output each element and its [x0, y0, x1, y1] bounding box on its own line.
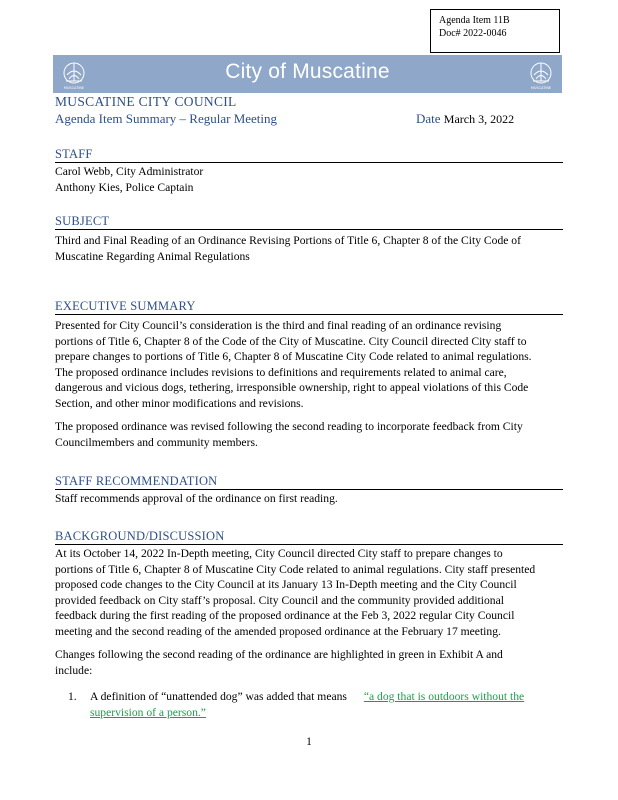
banner-title: City of Muscatine — [225, 60, 390, 83]
text-line: prepare changes to portions of Title 6, Chapter 8 of Muscatine City Code related to animal regulations. — [55, 350, 532, 363]
text-line: feedback during the first reading of the proposed ordinance at the Feb 3, 2022 regular City Council — [55, 609, 515, 622]
executive-summary-body — [55, 318, 565, 450]
staff-member: Anthony Kies, Police Captain — [55, 180, 194, 194]
text-line: dangerous and vicious dogs, tethering, irresponsible ownership, right to appeal violations of this Code — [55, 381, 529, 394]
city-banner — [53, 55, 562, 93]
meeting-date — [416, 111, 514, 127]
background-paragraph — [55, 647, 565, 678]
executive-summary-paragraph — [55, 419, 565, 450]
subject-line: Muscatine Regarding Animal Regulations — [55, 249, 250, 263]
highlighted-definition: “a dog that is outdoors without the — [363, 690, 525, 703]
text-line: portions of Title 6, Chapter 8 of Muscatine City Code related to animal regulations. City staff presented — [55, 562, 536, 576]
text-line: The proposed ordinance includes revisions to definitions and requirements related to animal care, — [55, 365, 507, 379]
staff-member: Carol Webb, City Administrator — [55, 165, 204, 178]
subject-heading: SUBJECT — [55, 214, 563, 230]
staff-list — [55, 164, 565, 195]
text-line: proposed code changes to the City Council at its January 13 In-Depth meeting and the City Council — [55, 578, 517, 591]
agenda-item-number: Agenda Item 11B — [439, 15, 510, 26]
text-line: Councilmembers and community members. — [55, 435, 258, 449]
city-logo-icon — [526, 59, 556, 89]
logo-caption: MUSCATINE — [530, 86, 552, 90]
executive-summary-paragraph — [55, 318, 565, 411]
text-line: Presented for City Council’s consideration is the third and final reading of an ordinance revising — [55, 319, 502, 332]
text-line: provided feedback on City staff’s proposal. City Council and the community provided additional — [55, 593, 504, 607]
agenda-item-box — [430, 9, 560, 53]
subject-text — [55, 233, 565, 264]
staff-recommendation-text: Staff recommends approval of the ordinance on first reading. — [55, 492, 338, 505]
list-number: 1. — [68, 690, 77, 703]
highlighted-definition: supervision of a person.” — [90, 705, 206, 719]
list-item-text: A definition of “unattended dog” was added that means — [90, 690, 347, 703]
text-line: portions of Title 6, Chapter 8 of the Code of the City of Muscatine. City Council directed City staff to — [55, 334, 527, 348]
staff-recommendation-heading: STAFF RECOMMENDATION — [55, 474, 563, 490]
council-title: MUSCATINE CITY COUNCIL — [55, 94, 237, 109]
date-value: March 3, 2022 — [443, 112, 515, 126]
background-body — [55, 546, 565, 678]
list-text — [90, 689, 560, 720]
background-paragraph — [55, 546, 565, 639]
date-label: Date — [416, 111, 441, 126]
staff-heading: STAFF — [55, 147, 563, 163]
logo-caption: MUSCATINE — [63, 86, 85, 90]
meeting-type: Agenda Item Summary – Regular Meeting — [55, 111, 278, 126]
document-number: Doc# 2022-0046 — [439, 28, 507, 39]
text-line: At its October 14, 2022 In-Depth meeting, City Council directed City staff to prepare changes to — [55, 547, 503, 560]
text-line: Section, and other minor modifications and revisions. — [55, 396, 304, 410]
subject-line: Third and Final Reading of an Ordinance Revising Portions of Title 6, Chapter 8 of the City Code of — [55, 234, 521, 247]
text-line: The proposed ordinance was revised following the second reading to incorporate feedback from City — [55, 420, 523, 433]
executive-summary-heading: EXECUTIVE SUMMARY — [55, 299, 563, 315]
text-line: include: — [55, 663, 93, 677]
background-heading: BACKGROUND/DISCUSSION — [55, 529, 563, 545]
text-line: Changes following the second reading of the ordinance are highlighted in green in Exhibit A and — [55, 648, 503, 661]
page-number: 1 — [306, 736, 312, 748]
text-line: meeting and the second reading of the amended proposed ordinance at the February 17 meeting. — [55, 624, 501, 638]
